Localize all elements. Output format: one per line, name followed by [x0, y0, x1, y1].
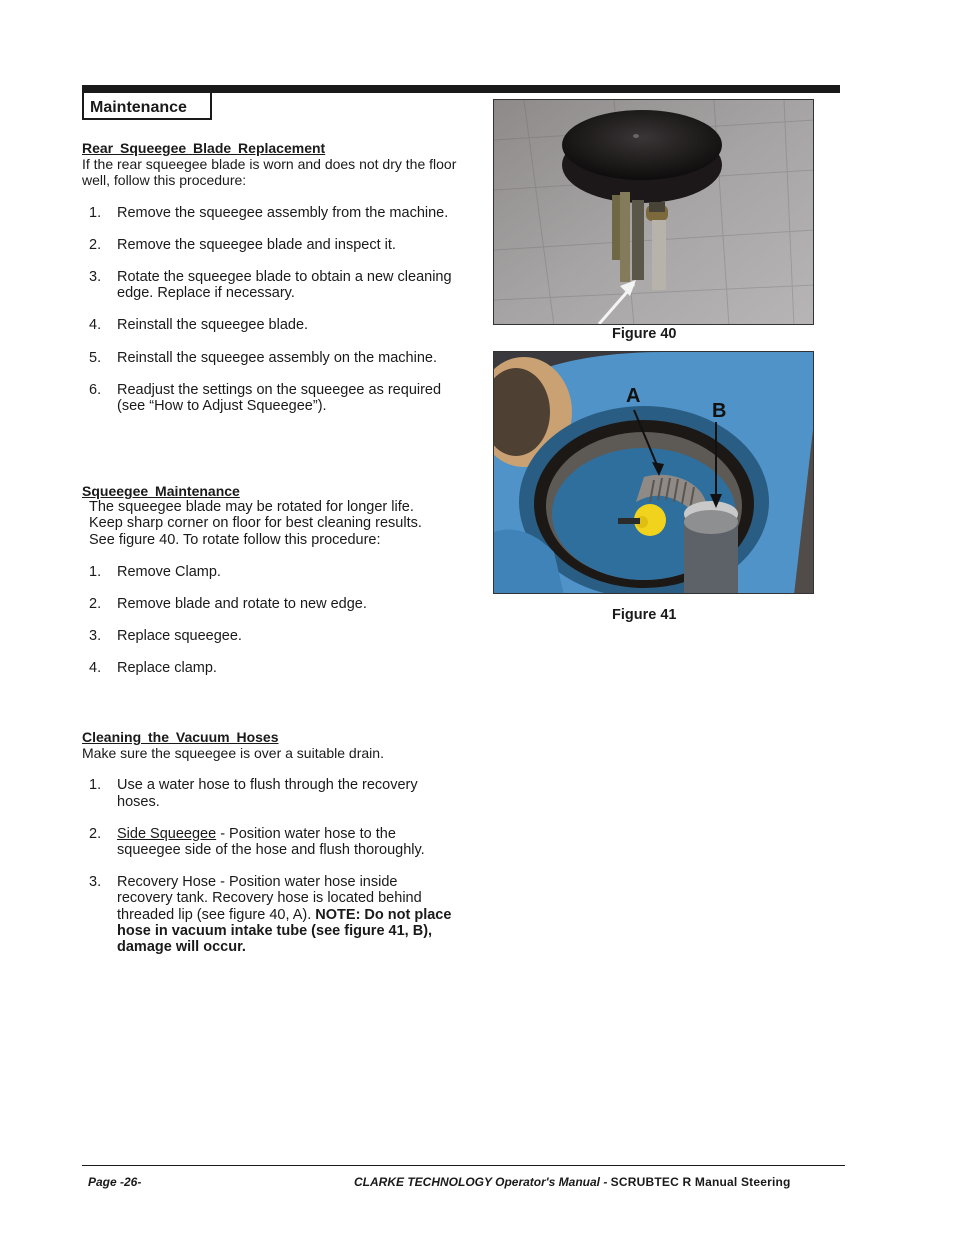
step-text: Remove the squeegee assembly from the machine. [117, 204, 449, 221]
section-title: Maintenance [82, 93, 212, 120]
step-text: Readjust the settings on the squeegee as required (see “How to Adjust Squeegee”). [117, 381, 442, 415]
step-text: Replace clamp. [117, 660, 217, 677]
figure-41-photo [493, 351, 814, 594]
step-text: Recovery Hose - Position water hose inside recovery tank. Recovery hose is located behind threaded lip (see figure 40, A). [117, 874, 422, 923]
list-item [82, 596, 457, 612]
side-squeegee-label: Side Squeegee [117, 825, 217, 842]
step-number: 1. [89, 563, 102, 580]
vacuum-hoses-section [82, 729, 457, 955]
squeegee-maintenance-section [82, 483, 457, 677]
figure-41-caption: Figure 41 [612, 607, 677, 623]
step-number: 1. [89, 204, 102, 221]
list-item [82, 317, 457, 333]
step-text: Reinstall the squeegee blade. [117, 317, 309, 334]
figure-40-caption: Figure 40 [612, 326, 677, 342]
squeegee-photo-illustration [494, 100, 814, 325]
page-number: Page -26- [88, 1175, 142, 1189]
list-item [82, 777, 437, 809]
step-number: 6. [89, 381, 102, 398]
footer-company: CLARKE TECHNOLOGY Operator's Manual - [354, 1175, 611, 1189]
list-item [82, 237, 457, 253]
step-number: 3. [89, 874, 102, 891]
step-number: 2. [89, 596, 102, 613]
list-item [82, 874, 457, 955]
step-text: Rotate the squeegee blade to obtain a new cleaning edge. Replace if necessary. [117, 269, 452, 302]
step-number: 3. [89, 628, 102, 645]
list-item [82, 269, 457, 301]
vacuum-hoses-heading: Cleaning the Vacuum Hoses [82, 729, 279, 745]
step-number: 5. [89, 349, 102, 366]
step-number: 4. [89, 317, 102, 334]
footer-title [354, 1175, 791, 1189]
step-text: - Position water hose to the squeegee side of the hose and flush thoroughly. [117, 825, 425, 859]
header-rule [82, 85, 840, 93]
footer-product: SCRUBTEC R Manual Steering [610, 1175, 791, 1189]
step-number: 1. [89, 777, 102, 794]
rear-squeegee-intro: If the rear squeegee blade is worn and does not dry the floor well, follow this procedure: [82, 156, 457, 189]
footer-rule [82, 1165, 845, 1166]
figure-41-label-b: B [712, 400, 727, 422]
squeegee-maintenance-heading: Squeegee Maintenance [82, 483, 240, 499]
list-item [82, 826, 457, 858]
step-number: 2. [89, 825, 102, 842]
step-text: Replace squeegee. [117, 628, 242, 645]
figure-40-photo [493, 99, 814, 325]
list-item [82, 660, 457, 676]
recovery-tank-illustration [494, 352, 814, 594]
step-text: Remove the squeegee blade and inspect it. [117, 236, 396, 253]
list-item [82, 628, 457, 644]
step-text: Remove blade and rotate to new edge. [117, 596, 367, 613]
rear-squeegee-heading: Rear Squeegee Blade Replacement [82, 140, 326, 156]
rear-squeegee-section [82, 140, 457, 414]
list-item [82, 564, 457, 580]
step-number: 2. [89, 236, 102, 253]
list-item [82, 382, 457, 414]
squeegee-maintenance-intro: The squeegee blade may be rotated for longer life. Keep sharp corner on floor for best cleaning results. See figure 40. To rotate follow this procedure: [89, 499, 422, 548]
step-number: 3. [89, 269, 102, 286]
step-text: Remove Clamp. [117, 563, 221, 580]
step-text: Use a water hose to flush through the recovery hoses. [117, 777, 418, 810]
step-number: 4. [89, 660, 102, 677]
list-item [82, 350, 457, 366]
warning-note: NOTE: Do not place hose in vacuum intake tube (see figure 41, B), damage will occur. [117, 906, 452, 956]
vacuum-hoses-intro: Make sure the squeegee is over a suitable drain. [82, 745, 384, 762]
step-text: Reinstall the squeegee assembly on the machine. [117, 349, 437, 366]
list-item [82, 205, 457, 221]
figure-41-label-a: A [626, 385, 641, 407]
